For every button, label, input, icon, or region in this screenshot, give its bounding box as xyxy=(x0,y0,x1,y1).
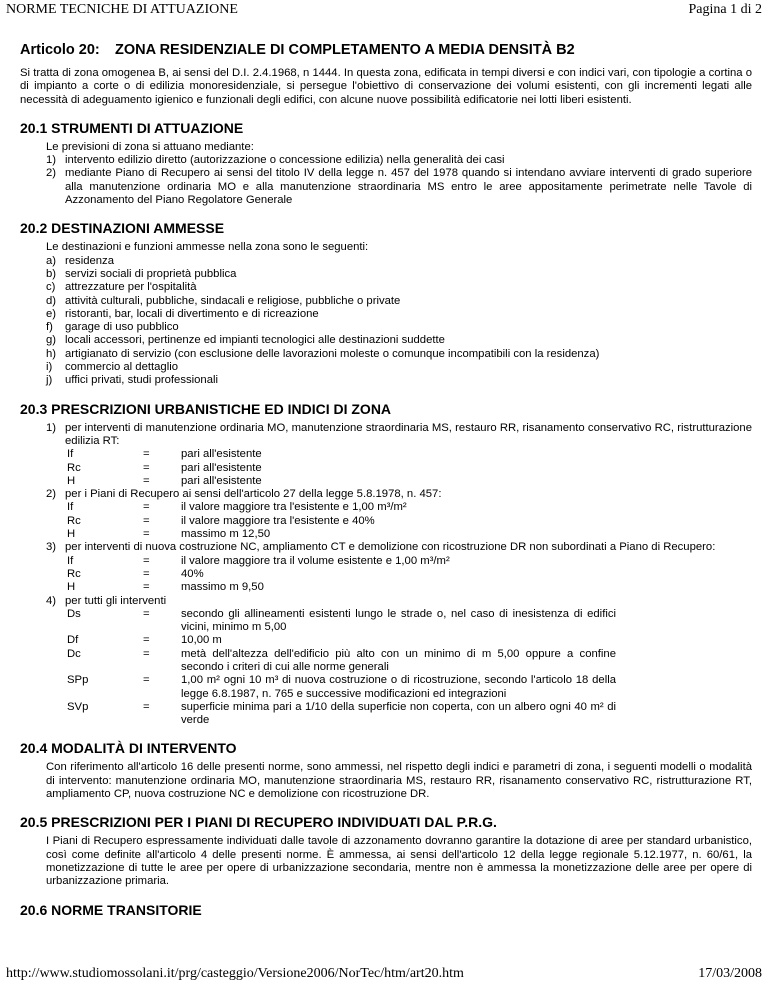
parameter-row xyxy=(65,634,752,647)
print-date: 17/03/2008 xyxy=(698,966,762,981)
list-item xyxy=(46,167,752,207)
parameter-key: Df xyxy=(67,634,79,647)
list-item xyxy=(46,281,752,294)
list-marker: 1) xyxy=(46,421,57,434)
list-item xyxy=(46,154,752,167)
list-item xyxy=(46,321,752,334)
parameter-key: H xyxy=(67,474,76,487)
parameter-row xyxy=(65,608,752,635)
list-item xyxy=(46,595,752,608)
parameter-table xyxy=(65,501,752,541)
article-number: Articolo 20: xyxy=(20,42,100,58)
prescription-group xyxy=(46,422,752,449)
parameter-equals: = xyxy=(143,474,150,487)
list-marker: 4) xyxy=(46,594,57,607)
parameter-key: If xyxy=(67,448,74,461)
parameter-value: il valore maggiore tra l'esistente e 40% xyxy=(181,514,375,527)
parameter-row xyxy=(65,501,752,514)
list-text: uffici privati, studi professionali xyxy=(65,374,218,387)
parameter-value: 10,00 m xyxy=(181,634,222,647)
parameter-key: Rc xyxy=(67,461,81,474)
parameter-row xyxy=(65,701,752,728)
list-marker: f) xyxy=(46,321,53,334)
section-20-4-body xyxy=(46,761,752,801)
parameter-row xyxy=(65,581,752,594)
list-item xyxy=(46,295,752,308)
list-marker: a) xyxy=(46,254,57,267)
parameter-equals: = xyxy=(143,607,150,620)
parameter-equals: = xyxy=(143,581,150,594)
parameter-equals: = xyxy=(143,514,150,527)
list-text: artigianato di servizio (con esclusione delle lavorazioni moleste o comunque incompatibili con la residenza) xyxy=(65,347,600,360)
article-title xyxy=(20,42,752,58)
list-marker: j) xyxy=(46,374,53,387)
parameter-row xyxy=(65,674,752,701)
parameter-row xyxy=(65,568,752,581)
section-20-1-intro: Le previsioni di zona si attuano mediante: xyxy=(46,140,254,153)
parameter-key: If xyxy=(67,501,74,514)
list-marker: 1) xyxy=(46,154,57,167)
parameter-row xyxy=(65,462,752,475)
header-title: NORME TECNICHE DI ATTUAZIONE xyxy=(6,2,238,17)
parameter-value: massimo m 9,50 xyxy=(181,581,264,594)
parameter-row xyxy=(65,515,752,528)
parameter-key: Ds xyxy=(67,607,81,620)
parameter-row xyxy=(65,448,752,461)
list-text: attrezzature per l'ospitalità xyxy=(65,281,197,294)
section-heading-20-5: 20.5 PRESCRIZIONI PER I PIANI DI RECUPERO INDIVIDUATI DAL P.R.G. xyxy=(20,814,497,831)
list-text: commercio al dettaglio xyxy=(65,361,179,374)
list-text: locali accessori, pertinenze ed impianti tecnologici alle destinazioni suddette xyxy=(65,334,445,347)
parameter-equals: = xyxy=(143,567,150,580)
parameter-key: H xyxy=(67,528,76,541)
page-number: Pagina 1 di 2 xyxy=(688,2,762,17)
list-marker: 2) xyxy=(46,488,57,501)
parameter-value: il valore maggiore tra il volume esistente e 1,00 m³/m² xyxy=(181,554,450,567)
section-heading-20-2: 20.2 DESTINAZIONI AMMESSE xyxy=(20,220,225,237)
list-marker: g) xyxy=(46,334,57,347)
parameter-row xyxy=(65,528,752,541)
list-text: residenza xyxy=(65,254,114,267)
list-item xyxy=(46,541,752,554)
parameter-key: SPp xyxy=(67,674,89,687)
prescription-group xyxy=(46,595,752,608)
list-marker: e) xyxy=(46,307,57,320)
parameter-row xyxy=(65,475,752,488)
list-item xyxy=(46,334,752,347)
parameter-row xyxy=(65,648,752,675)
parameter-equals: = xyxy=(143,700,150,713)
parameter-value: pari all'esistente xyxy=(181,474,262,487)
list-marker: b) xyxy=(46,267,57,280)
list-item xyxy=(46,348,752,361)
article-heading: ZONA RESIDENZIALE DI COMPLETAMENTO A MEDIA DENSITÀ B2 xyxy=(115,42,575,58)
document-body xyxy=(20,42,752,923)
section-20-5-body xyxy=(46,835,752,888)
parameter-equals: = xyxy=(143,634,150,647)
parameter-key: Rc xyxy=(67,567,81,580)
parameter-table xyxy=(65,608,752,728)
article-intro: Si tratta di zona omogenea B, ai sensi del D.I. 2.4.1968, n 1444. In questa zona, edificata in tempi diversi e con indici vari, con tipologie a cortina o di impianto a corte o di edilizia monoresidenziale, si persegue l'obiettivo di conservazione dei volumi esistenti, con gli incrementi legati alle necessità di adeguamento igienico e funzionali degli edifici, con alcune nuove possibilità edificatorie nei lotti liberi esistenti. xyxy=(20,67,752,106)
list-marker: h) xyxy=(46,347,57,360)
section-20-2-list xyxy=(46,255,752,388)
section-heading-20-3: 20.3 PRESCRIZIONI URBANISTICHE ED INDICI DI ZONA xyxy=(20,400,392,417)
list-marker: i) xyxy=(46,361,53,374)
parameter-row xyxy=(65,555,752,568)
list-marker: d) xyxy=(46,294,57,307)
section-heading-20-1: 20.1 STRUMENTI DI ATTUAZIONE xyxy=(20,119,244,136)
list-text: per interventi di nuova costruzione NC, ampliamento CT e demolizione con ricostruzione DR non subordinati a Piano di Recupero: xyxy=(65,541,716,554)
list-item xyxy=(46,422,752,449)
parameter-value: secondo gli allineamenti esistenti lungo le strade o, nel caso di inesistenza di edifici vicini, minimo m 5,00 xyxy=(181,607,616,634)
prescription-group xyxy=(46,488,752,501)
parameter-equals: = xyxy=(143,501,150,514)
parameter-key: Rc xyxy=(67,514,81,527)
section-20-4-text: Con riferimento all'articolo 16 delle presenti norme, sono ammessi, nel rispetto degli indici e parametri di zona, i seguenti modelli o modalità di intervento: manutenzione ordinaria MO, manutenzione straordinaria MS, restauro RR, risanamento conservativo RC, ristrutturazione RT, ampliamento CP, nuova costruzione NC e demolizione con ricostruzione DR. xyxy=(46,761,752,801)
parameter-value: pari all'esistente xyxy=(181,448,262,461)
parameter-value: metà dell'altezza dell'edificio più alto con un minimo di m 5,00 oppure a confine secondo i criteri di cui alle norme generali xyxy=(181,647,616,673)
section-20-3-body xyxy=(46,422,752,728)
parameter-key: H xyxy=(67,581,76,594)
list-text: mediante Piano di Recupero ai sensi del titolo IV della legge n. 457 del 1978 quando si intendano avviare interventi di grado superiore alla manutenzione ordinaria MO e alla manutenzione straordinaria MS entro le aree appositamente perimetrate nelle Tavole di Azzonamento del Piano Regolatore Generale xyxy=(65,167,752,207)
section-20-1-body xyxy=(46,141,752,207)
section-20-5-text: I Piani di Recupero espressamente individuati dalle tavole di azzonamento dovranno garantire la dotazione di aree per standard urbanistico, così come definite all'articolo 4 delle presenti norme. È ammessa, ai sensi dell'articolo 12 della legge regionale 5.12.1977, n. 60/61, la monetizzazione di tutte le aree per opere di urbanizzazione secondaria, mentre non è ammessa la monetizzazione delle aree per opere di urbanizzazione primaria. xyxy=(46,835,752,888)
list-marker: 3) xyxy=(46,541,57,554)
list-text: garage di uso pubblico xyxy=(65,321,179,334)
list-marker: c) xyxy=(46,281,56,294)
section-20-1-list xyxy=(46,154,752,207)
list-item xyxy=(46,488,752,501)
parameter-equals: = xyxy=(143,647,150,660)
parameter-key: SVp xyxy=(67,700,89,713)
parameter-table xyxy=(65,448,752,488)
list-text: servizi sociali di proprietà pubblica xyxy=(65,267,237,280)
list-text: attività culturali, pubbliche, sindacali e religiose, pubbliche o private xyxy=(65,294,401,307)
list-text: intervento edilizio diretto (autorizzazione o concessione edilizia) nella generalità dei casi xyxy=(65,154,505,167)
section-20-2-intro: Le destinazioni e funzioni ammesse nella zona sono le seguenti: xyxy=(46,241,369,254)
parameter-equals: = xyxy=(143,461,150,474)
list-item xyxy=(46,255,752,268)
list-item xyxy=(46,361,752,374)
parameter-value: massimo m 12,50 xyxy=(181,528,271,541)
source-url[interactable]: http://www.studiomossolani.it/prg/casteggio/Versione2006/NorTec/htm/art20.htm xyxy=(6,966,464,981)
parameter-equals: = xyxy=(143,554,150,567)
parameter-key: Dc xyxy=(67,647,81,660)
page-footer xyxy=(6,966,762,984)
list-text: per interventi di manutenzione ordinaria MO, manutenzione straordinaria MS, restauro RR, risanamento conservativo RC, ristrutturazione edilizia RT: xyxy=(65,421,752,447)
prescription-group xyxy=(46,541,752,554)
list-text: ristoranti, bar, locali di divertimento e di ricreazione xyxy=(65,307,319,320)
list-item xyxy=(46,374,752,387)
parameter-value: il valore maggiore tra l'esistente e 1,00 m³/m² xyxy=(181,501,407,514)
parameter-value: superficie minima pari a 1/10 della superficie non coperta, con un albero ogni 40 m² di verde xyxy=(181,700,616,727)
parameter-equals: = xyxy=(143,448,150,461)
list-marker: 2) xyxy=(46,167,57,180)
parameter-value: pari all'esistente xyxy=(181,461,262,474)
parameter-key: If xyxy=(67,554,74,567)
section-20-2-body xyxy=(46,241,752,387)
parameter-value: 1,00 m² ogni 10 m³ di nuova costruzione o di ricostruzione, secondo l'articolo 18 della legge 6.8.1987, n. 765 e successive modificazioni ed integrazioni xyxy=(181,674,616,700)
list-item xyxy=(46,308,752,321)
parameter-table xyxy=(65,555,752,595)
parameter-equals: = xyxy=(143,674,150,687)
parameter-value: 40% xyxy=(181,567,204,580)
parameter-equals: = xyxy=(143,528,150,541)
list-item xyxy=(46,268,752,281)
list-text: per tutti gli interventi xyxy=(65,594,167,607)
section-heading-20-6: 20.6 NORME TRANSITORIE xyxy=(20,901,202,918)
section-heading-20-4: 20.4 MODALITÀ DI INTERVENTO xyxy=(20,740,237,757)
list-text: per i Piani di Recupero ai sensi dell'articolo 27 della legge 5.8.1978, n. 457: xyxy=(65,488,442,501)
page-header xyxy=(6,2,762,20)
